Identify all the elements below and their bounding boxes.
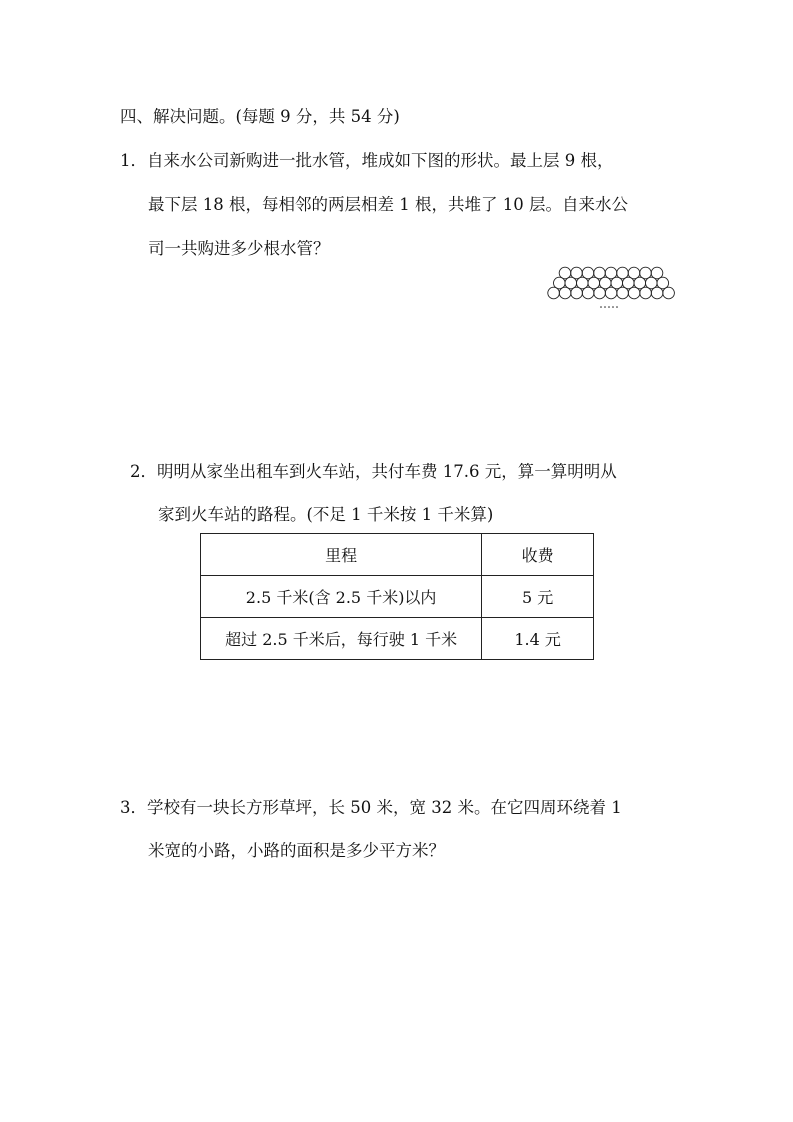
cell-fee: 5 元 bbox=[482, 576, 594, 618]
header-distance: 里程 bbox=[201, 534, 482, 576]
question-3-line-2: 米宽的小路，小路的面积是多少平方米？ bbox=[148, 841, 445, 860]
cell-distance: 2.5 千米(含 2.5 千米)以内 bbox=[201, 576, 482, 618]
question-2-line-2: 家到火车站的路程。(不足 1 千米按 1 千米算) bbox=[158, 505, 494, 524]
cell-distance: 超过 2.5 千米后，每行驶 1 千米 bbox=[201, 618, 482, 660]
question-3-line-1: 3．学校有一块长方形草坪，长 50 米，宽 32 米。在它四周环绕着 1 bbox=[120, 798, 622, 817]
question-2-line-1: 2．明明从家坐出租车到火车站，共付车费 17.6 元，算一算明明从 bbox=[130, 462, 617, 481]
table-row bbox=[201, 618, 594, 660]
table-header-row bbox=[201, 534, 594, 576]
question-1-line-2: 最下层 18 根，每相邻的两层相差 1 根，共堆了 10 层。自来水公 bbox=[148, 195, 628, 214]
fare-table bbox=[200, 533, 594, 660]
cell-fee: 1.4 元 bbox=[482, 618, 594, 660]
table-row bbox=[201, 576, 594, 618]
question-1-line-1: 1．自来水公司新购进一批水管，堆成如下图的形状。最上层 9 根， bbox=[120, 151, 614, 170]
section-title: 四、解决问题。(每题 9 分，共 54 分) bbox=[120, 107, 400, 126]
pipe-stack-figure bbox=[545, 264, 680, 314]
header-fee: 收费 bbox=[482, 534, 594, 576]
continuation-dots bbox=[600, 306, 618, 308]
question-1-line-3: 司一共购进多少根水管？ bbox=[148, 239, 330, 258]
